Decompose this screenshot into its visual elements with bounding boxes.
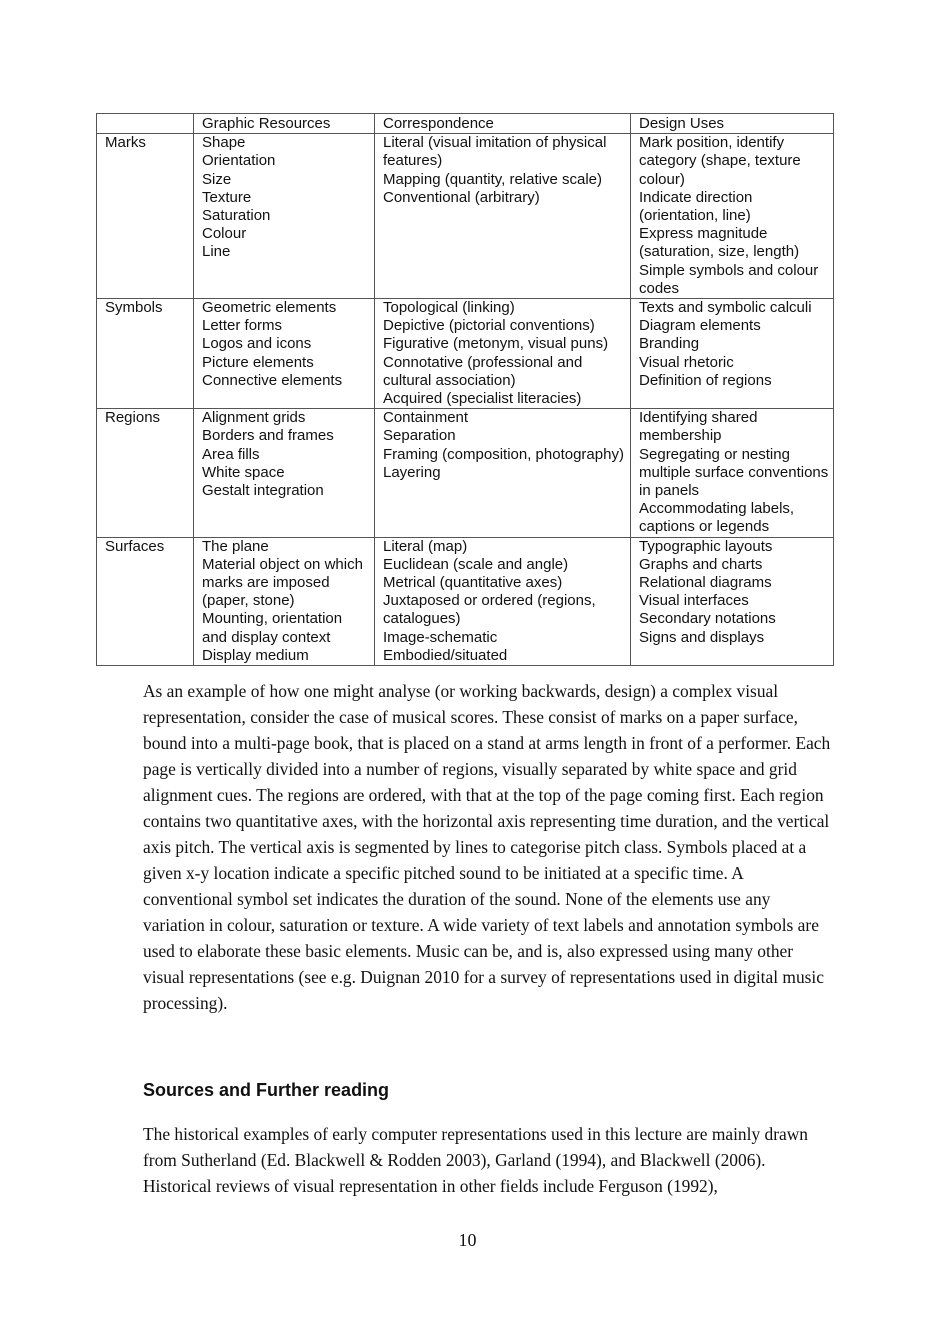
- row-correspondence: Literal (map) Euclidean (scale and angle) Metrical (quantitative axes) Juxtaposed or ordered (regions, catalogues) Image-schematic Embodied/situated: [375, 537, 631, 665]
- header-cell-design-uses: Design Uses: [631, 114, 834, 134]
- row-design-uses: Mark position, identify category (shape, texture colour) Indicate direction (orientation, line) Express magnitude (saturation, size, length) Simple symbols and colour codes: [631, 134, 834, 299]
- header-cell-empty: [97, 114, 194, 134]
- visual-representation-table: [96, 113, 834, 666]
- table-row-marks: [97, 134, 834, 299]
- row-design-uses: Identifying shared membership Segregating or nesting multiple surface conventions in panels Accommodating labels, captions or legends: [631, 409, 834, 537]
- row-category: Symbols: [97, 299, 194, 409]
- section-heading: Sources and Further reading: [143, 1080, 390, 1100]
- table-header-row: [97, 114, 834, 134]
- header-cell-graphic-resources: Graphic Resources: [194, 114, 375, 134]
- row-graphic-resources: Alignment grids Borders and frames Area fills White space Gestalt integration: [194, 409, 375, 537]
- row-design-uses: Texts and symbolic calculi Diagram elements Branding Visual rhetoric Definition of regions: [631, 299, 834, 409]
- row-graphic-resources: Geometric elements Letter forms Logos and icons Picture elements Connective elements: [194, 299, 375, 409]
- table-row-symbols: [97, 299, 834, 409]
- table-row-regions: [97, 409, 834, 537]
- row-correspondence: Topological (linking) Depictive (pictorial conventions) Figurative (metonym, visual puns) Connotative (professional and cultural association) Acquired (specialist literacies): [375, 299, 631, 409]
- page-number: 10: [458, 1230, 477, 1250]
- row-correspondence: Literal (visual imitation of physical features) Mapping (quantity, relative scale) Conventional (arbitrary): [375, 134, 631, 299]
- header-cell-correspondence: Correspondence: [375, 114, 631, 134]
- row-design-uses: Typographic layouts Graphs and charts Relational diagrams Visual interfaces Secondary notations Signs and displays: [631, 537, 834, 665]
- table-row-surfaces: [97, 537, 834, 665]
- row-category: Marks: [97, 134, 194, 299]
- body-paragraph: As an example of how one might analyse (or working backwards, design) a complex visual representation, consider the case of musical scores. These consist of marks on a paper surface, bound into a multi-page book, that is placed on a stand at arms length in front of a performer. Each page is vertically divided into a number of regions, visually separated by white space and grid alignment cues. The regions are ordered, with that at the top of the page coming first. Each region contains two quantitative axes, with the horizontal axis representing time duration, and the vertical axis pitch. The vertical axis is segmented by lines to categorise pitch class. Symbols placed at a given x-y location indicate a specific pitched sound to be initiated at a specific time. A conventional symbol set indicates the duration of the sound. None of the elements use any variation in colour, saturation or texture. A wide variety of text labels and annotation symbols are used to elaborate these basic elements. Music can be, and is, also expressed using many other visual representations (see e.g. Duignan 2010 for a survey of representations used in digital music processing).: [143, 681, 831, 1013]
- row-graphic-resources: Shape Orientation Size Texture Saturation Colour Line: [194, 134, 375, 299]
- row-category: Surfaces: [97, 537, 194, 665]
- row-category: Regions: [97, 409, 194, 537]
- row-graphic-resources: The plane Material object on which marks are imposed (paper, stone) Mounting, orientation and display context Display medium: [194, 537, 375, 665]
- sources-paragraph: The historical examples of early computer representations used in this lecture are mainly drawn from Sutherland (Ed. Blackwell & Rodden 2003), Garland (1994), and Blackwell (2006). Historical reviews of visual representation in other fields include Ferguson (1992),: [143, 1124, 808, 1196]
- row-correspondence: Containment Separation Framing (composition, photography) Layering: [375, 409, 631, 537]
